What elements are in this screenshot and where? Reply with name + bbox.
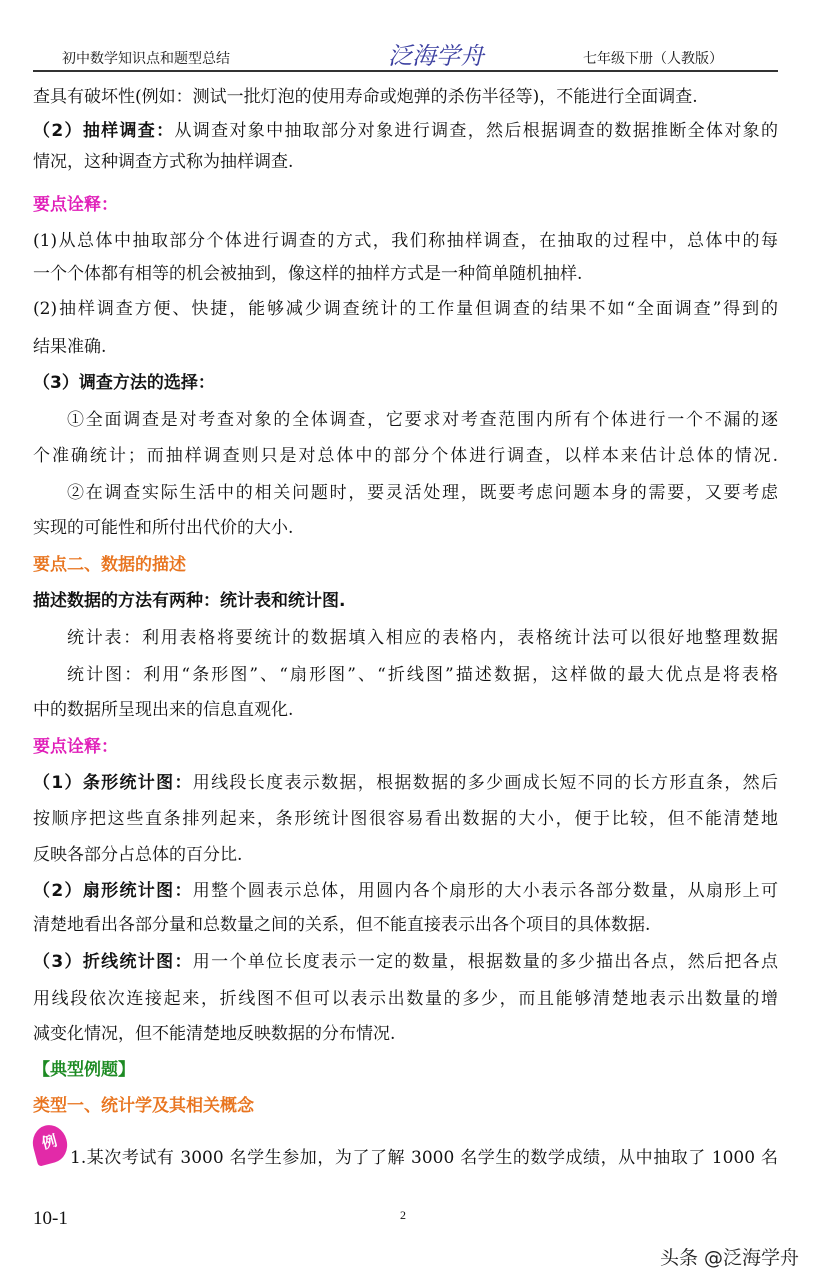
text-line: 清楚地看出各部分量和总数量之间的关系，但不能直接表示出各个项目的具体数据.	[33, 915, 651, 935]
text-line	[33, 949, 778, 975]
text-line: 结果准确.	[33, 337, 107, 357]
note-heading: 要点诠释：	[33, 195, 118, 215]
text-line: 实现的可能性和所付出代价的大小.	[33, 518, 294, 538]
text-line: (2)抽样调查方便、快捷，能够减少调查统计的工作量但调查的结果不如“全面调查”得到的	[33, 299, 778, 319]
text-line: 查具有破坏性(例如：测试一批灯泡的使用寿命或炮弹的杀伤半径等)，不能进行全面调查.	[33, 87, 698, 107]
text-line: 统计表：利用表格将要统计的数据填入相应的表格内，表格统计法可以很好地整理数据	[67, 628, 778, 648]
term-label: （2）抽样调查：	[33, 121, 175, 141]
term-text: 用线段长度表示数据，根据数据的多少画成长短不同的长方形直条，然后	[192, 773, 778, 793]
note-heading: 要点诠释：	[33, 737, 118, 757]
text-line: 统计图：利用“条形图”、“扇形图”、“折线图”描述数据，这样做的最大优点是将表格	[67, 665, 778, 685]
header-divider	[33, 70, 778, 72]
header-logo: 泛海学舟	[388, 42, 484, 70]
watermark: 头条 @泛海学舟	[660, 1247, 800, 1269]
section-heading: 要点二、数据的描述	[33, 555, 186, 575]
text-line	[33, 118, 778, 144]
subheading: 描述数据的方法有两种：统计表和统计图.	[33, 591, 346, 611]
text-line: 反映各部分占总体的百分比.	[33, 845, 243, 865]
term-text: 用一个单位长度表示一定的数量，根据数量的多少描出各点，然后把各点	[192, 952, 778, 972]
example-heading: 【典型例题】	[33, 1060, 135, 1080]
term-label: （1）条形统计图：	[33, 773, 193, 793]
question-text: 1.某次考试有 3000 名学生参加，为了了解 3000 名学生的数学成绩，从中抽取了 1000 名	[70, 1148, 778, 1168]
subheading: （3）调查方法的选择：	[33, 373, 215, 393]
text-line: 一个个体都有相等的机会被抽到，像这样的抽样方式是一种简单随机抽样.	[33, 264, 583, 284]
text-line: 情况，这种调查方式称为抽样调查.	[33, 152, 294, 172]
text-line	[33, 878, 778, 904]
header-right: 七年级下册（人教版）	[583, 51, 723, 67]
section-heading: 类型一、统计学及其相关概念	[33, 1096, 254, 1116]
text-line: 中的数据所呈现出来的信息直观化.	[33, 700, 294, 720]
term-text: 用整个圆表示总体，用圆内各个扇形的大小表示各部分数量，从扇形上可	[192, 881, 778, 901]
text-line	[33, 770, 778, 796]
text-line: ②在调查实际生活中的相关问题时，要灵活处理，既要考虑问题本身的需要，又要考虑	[67, 483, 778, 503]
text-line: 减变化情况，但不能清楚地反映数据的分布情况.	[33, 1024, 396, 1044]
header-left: 初中数学知识点和题型总结	[62, 51, 230, 67]
text-line: 个准确统计；而抽样调查则只是对总体中的部分个体进行调查，以样本来估计总体的情况.	[33, 446, 778, 466]
term-text: 从调查对象中抽取部分对象进行调查，然后根据调查的数据推断全体对象的	[174, 121, 778, 141]
footer-chapter: 10-1	[33, 1208, 68, 1229]
term-label: （2）扇形统计图：	[33, 881, 193, 901]
text-line: ①全面调查是对考查对象的全体调查，它要求对考查范围内所有个体进行一个不漏的逐	[67, 410, 778, 430]
text-line: 用线段依次连接起来，折线图不但可以表示出数量的多少，而且能够清楚地表示出数量的增	[33, 989, 778, 1009]
term-label: （3）折线统计图：	[33, 952, 193, 972]
page-number: 2	[400, 1208, 406, 1222]
text-line: 按顺序把这些直条排列起来，条形统计图很容易看出数据的大小，便于比较，但不能清楚地	[33, 809, 778, 829]
text-line: (1)从总体中抽取部分个体进行调查的方式，我们称抽样调查，在抽取的过程中，总体中的每	[33, 231, 778, 251]
example-badge-icon: 例	[29, 1121, 72, 1167]
